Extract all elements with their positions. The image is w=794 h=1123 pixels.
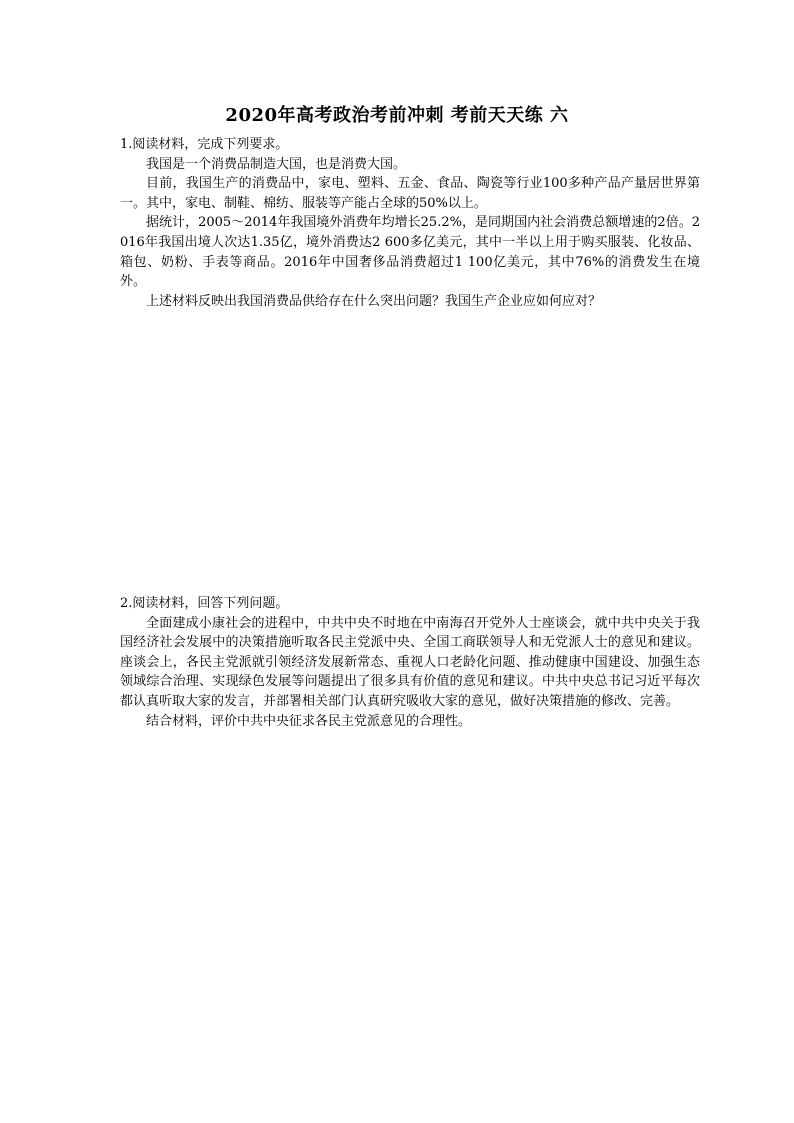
question-1-paragraph-3: 据统计，2005～2014年我国境外消费年均增长25.2%，是同期国内社会消费总额增速的2倍。2016年我国出境人次达1.35亿，境外消费达2 600多亿美元，其中一半以上用于购买服装、化妆品、箱包、奶粉、手表等商品。2016年中国奢侈品消费超过1 100亿美元，其中76%的消费发生在境外。: [120, 215, 700, 290]
question-1-ask: 上述材料反映出我国消费品供给存在什么突出问题？我国生产企业应如何应对？: [146, 293, 602, 309]
question-1-paragraph-1: 我国是一个消费品制造大国，也是消费大国。: [146, 156, 407, 172]
question-2-stem: 2.阅读材料，回答下列问题。: [120, 596, 289, 611]
page-title: 2020年高考政治考前冲刺 考前天天练 六: [225, 105, 569, 126]
question-1-stem: 1.阅读材料，完成下列要求。: [120, 137, 289, 152]
question-2-paragraph-1: 全面建成小康社会的进程中，中共中央不时地在中南海召开党外人士座谈会，就中共中央关于我国经济社会发展中的决策措施听取各民主党派中央、全国工商联领导人和无党派人士的意见和建议。座谈会上，各民主党派就引领经济发展新常态、重视人口老龄化问题、推动健康中国建设、加强生态领域综合治理、实现绿色发展等问题提出了很多具有价值的意见和建议。中共中央总书记习近平每次都认真听取大家的发言，并部署相关部门认真研究吸收大家的意见，做好决策措施的修改、完善。: [120, 615, 700, 709]
question-2-ask: 结合材料，评价中共中央征求各民主党派意见的合理性。: [146, 713, 472, 729]
question-1: [120, 135, 700, 311]
question-2: [120, 594, 700, 731]
question-1-paragraph-2: 目前，我国生产的消费品中，家电、塑料、五金、食品、陶瓷等行业100多种产品产量居世界第一。其中，家电、制鞋、棉纺、服装等产能占全球的50%以上。: [120, 176, 700, 211]
